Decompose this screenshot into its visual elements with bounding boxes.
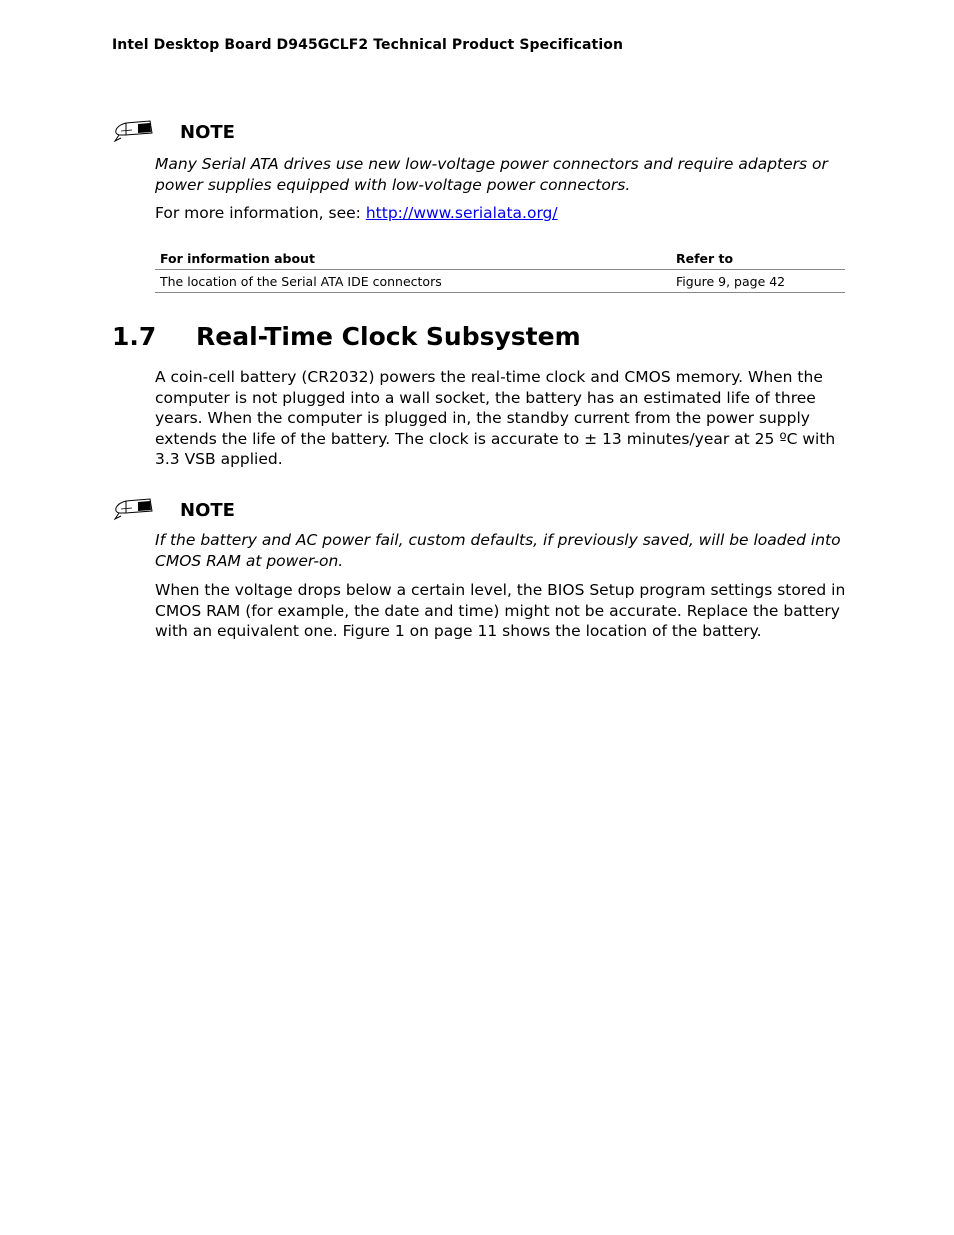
table-header-info: For information about	[155, 248, 671, 270]
reference-table	[155, 248, 845, 293]
section-title: Real-Time Clock Subsystem	[196, 322, 581, 351]
note-label: NOTE	[180, 499, 235, 521]
note-text: Many Serial ATA drives use new low-voltage power connectors and require adapters or power supplies equipped with low-voltage power connectors.	[155, 155, 828, 194]
table-cell-info: The location of the Serial ATA IDE connectors	[155, 270, 671, 293]
serialata-link[interactable]: http://www.serialata.org/	[365, 204, 558, 222]
note-pencil-icon	[112, 497, 158, 523]
note-label: NOTE	[180, 121, 235, 143]
table-cell-ref: Figure 9, page 42	[671, 270, 845, 293]
more-info-prefix: For more information, see:	[155, 204, 366, 222]
page-header-title: Intel Desktop Board D945GCLF2 Technical Product Specification	[112, 37, 624, 53]
note-heading	[112, 119, 235, 145]
note-pencil-icon	[112, 119, 158, 145]
section-heading	[112, 322, 581, 351]
note-heading	[112, 497, 235, 523]
section-number: 1.7	[112, 322, 157, 351]
table-header-ref: Refer to	[671, 248, 845, 270]
followup-paragraph: When the voltage drops below a certain level, the BIOS Setup program settings stored in CMOS RAM (for example, the date and time) might not be accurate. Replace the battery with an equivalent one. Figure 1 on page 11 shows the location of the battery.	[155, 581, 846, 640]
note-text: If the battery and AC power fail, custom defaults, if previously saved, will be loaded into CMOS RAM at power-on.	[155, 531, 841, 570]
section-paragraph: A coin-cell battery (CR2032) powers the real-time clock and CMOS memory. When the computer is not plugged into a wall socket, the battery has an estimated life of three years. When the computer is plugged in, the standby current from the power supply extends the life of the battery. The clock is accurate to ± 13 minutes/year at 25 ºC with 3.3 VSB applied.	[155, 368, 836, 468]
table-row	[155, 270, 845, 293]
more-info-line	[155, 203, 850, 224]
table-header-row	[155, 248, 845, 270]
